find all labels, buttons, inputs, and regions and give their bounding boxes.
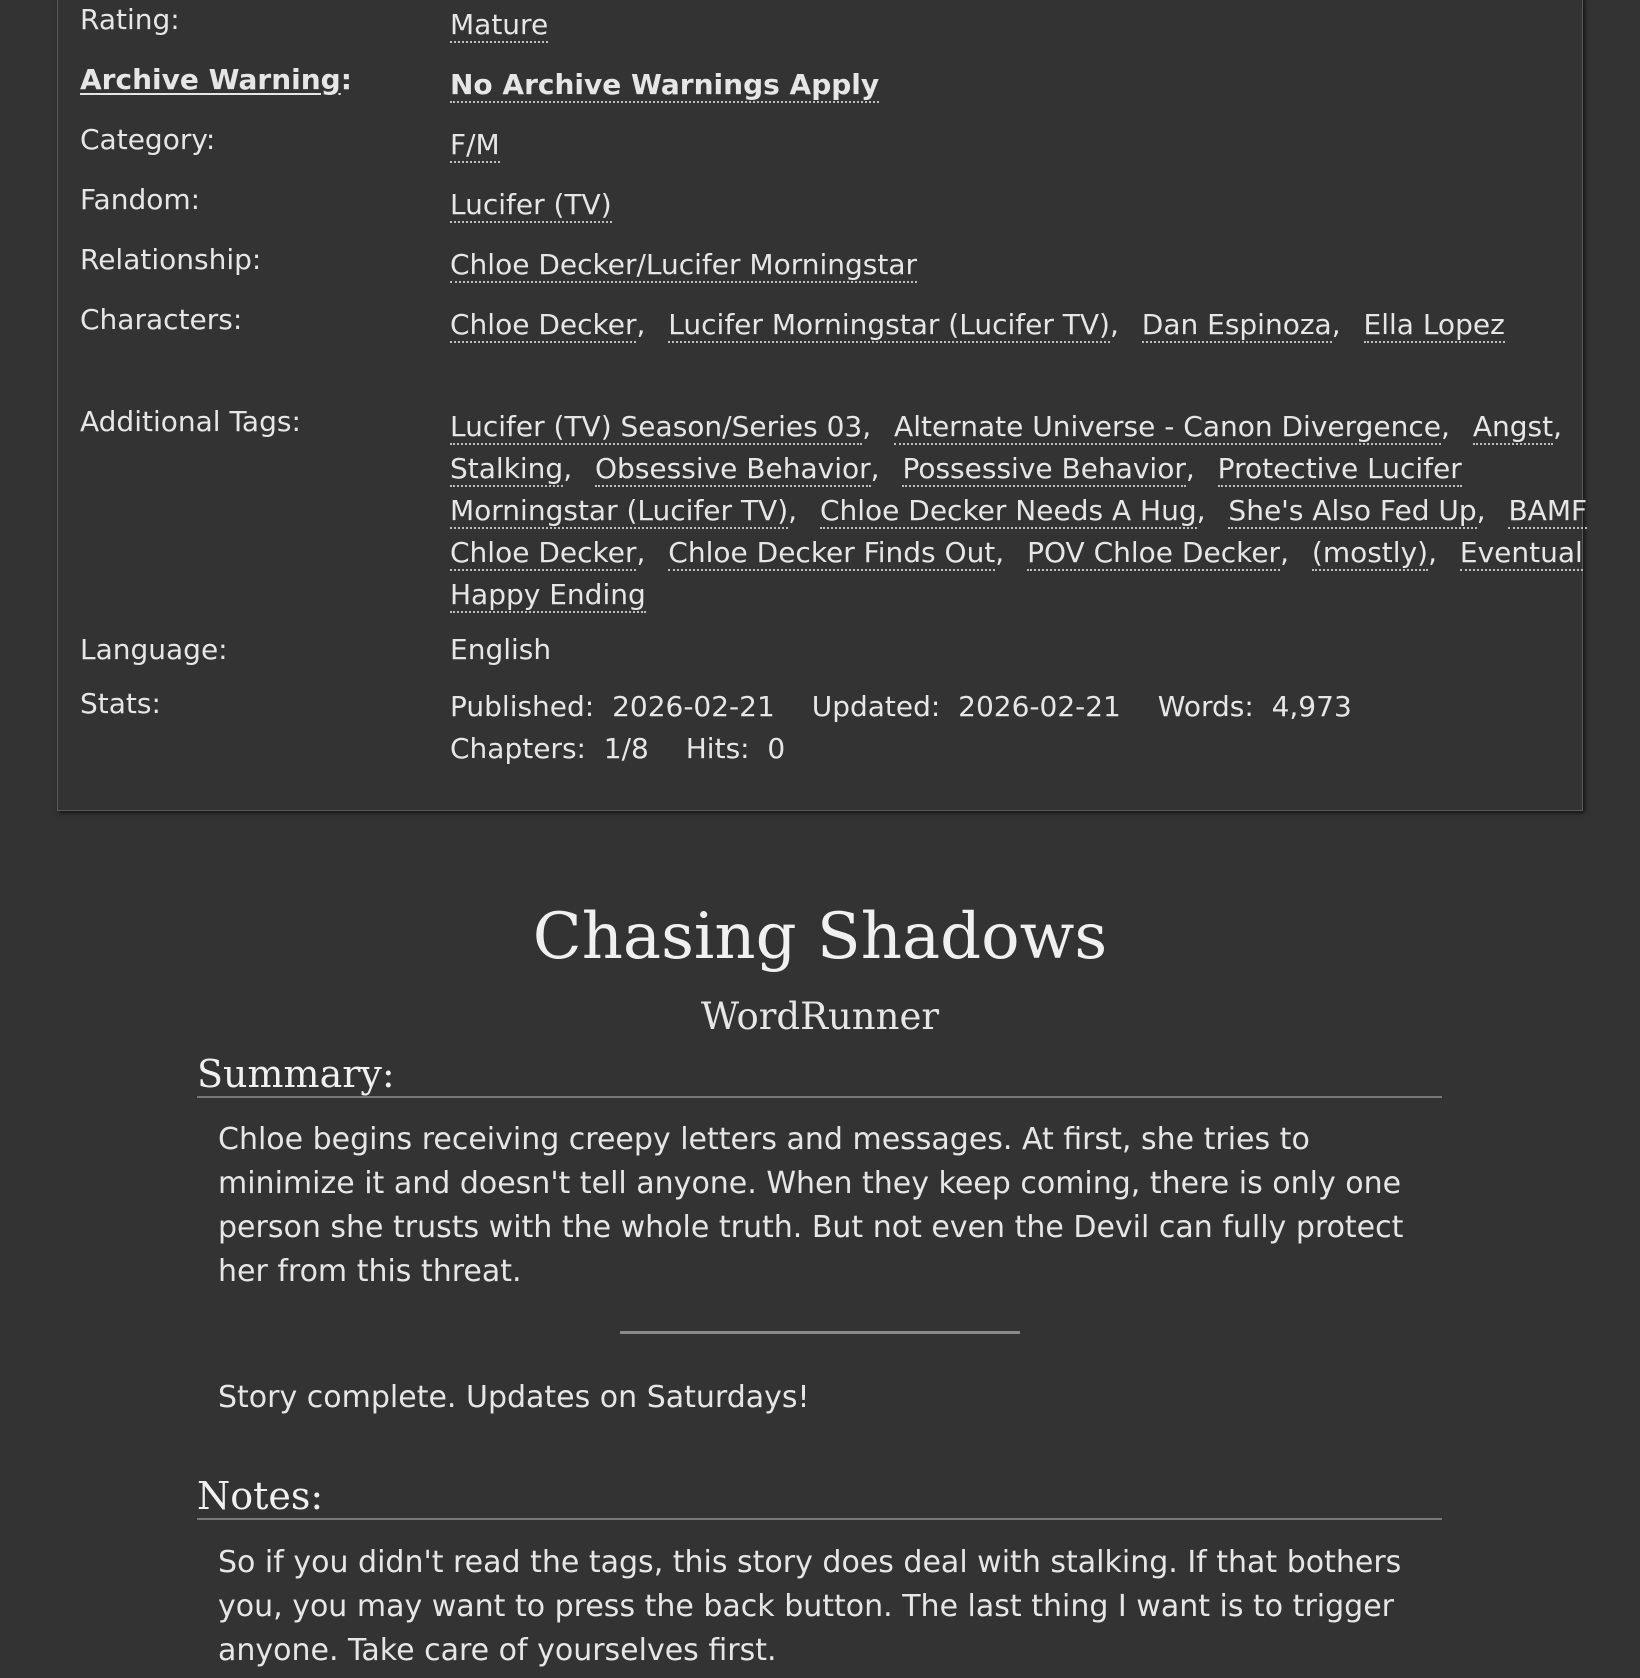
- freeform-tag[interactable]: Stalking: [450, 452, 564, 485]
- freeform-tag[interactable]: BAMF Chloe Decker: [450, 494, 1588, 569]
- freeform-tag[interactable]: She's Also Fed Up: [1228, 494, 1477, 527]
- notes-text: So if you didn't read the tags, this story does deal with stalking. If that bothers you, you may want to press the back button. The last thing I want is to trigger anyone. Take care of yourselves first.: [218, 1545, 1402, 1668]
- characters-list: Chloe Decker, Lucifer Morningstar (Lucifer TV), Dan Espinoza, Ella Lopez: [450, 308, 1505, 341]
- warning-label[interactable]: Archive Warning: [80, 63, 341, 96]
- character-tag[interactable]: Dan Espinoza: [1141, 308, 1332, 341]
- freeform-tag[interactable]: Chloe Decker Needs A Hug: [819, 494, 1197, 527]
- language-label: Language:: [80, 633, 228, 666]
- updated-label: Updated:: [811, 690, 941, 723]
- published-label: Published:: [450, 690, 595, 723]
- notes-heading: Notes:: [197, 1474, 1442, 1520]
- warning-label-wrap: [80, 64, 420, 96]
- chapters-value: 1/8: [603, 732, 649, 765]
- language-value: English: [450, 633, 552, 666]
- words-value: 4,973: [1271, 690, 1352, 723]
- work-title: Chasing Shadows: [532, 900, 1108, 974]
- words-label: Words:: [1157, 690, 1254, 723]
- relationship-tag[interactable]: Chloe Decker/Lucifer Morningstar: [450, 248, 918, 281]
- category-label: Category:: [80, 123, 216, 156]
- character-tag[interactable]: Lucifer Morningstar (Lucifer TV): [668, 308, 1110, 341]
- rating-label: Rating:: [80, 3, 180, 36]
- warning-colon: :: [340, 63, 352, 96]
- relationship-label: Relationship:: [80, 243, 262, 276]
- published-value: 2026-02-21: [612, 690, 775, 723]
- summary-text: Chloe begins receiving creepy letters and messages. At first, she tries to minimize it and doesn't tell anyone. When they keep coming, there is only one person she trusts with the whole truth. But not even the Devil can fully protect her from this threat.: [218, 1122, 1404, 1289]
- freeform-tag[interactable]: Alternate Universe - Canon Divergence: [894, 410, 1442, 443]
- tags-list: Lucifer (TV) Season/Series 03, Alternate Universe - Canon Divergence, Angst, Stalking, Obsessive Behavior, Possessive Behavior, Protective Lucifer Morningstar (Lucifer TV), Chloe Decker Needs A Hug, She's Also Fed Up, BAMF Chloe Decker, Chloe Decker Finds Out, POV Chloe Decker, (mostly), Eventual Happy Ending: [450, 410, 1588, 611]
- author-link[interactable]: WordRunner: [700, 995, 940, 1038]
- stats-label: Stats:: [80, 687, 161, 720]
- freeform-tag[interactable]: Protective Lucifer Morningstar (Lucifer TV): [450, 452, 1462, 527]
- summary-heading: Summary:: [197, 1052, 1442, 1098]
- character-tag[interactable]: Chloe Decker: [450, 308, 637, 341]
- freeform-tag[interactable]: Chloe Decker Finds Out: [668, 536, 996, 569]
- fandom-tag[interactable]: Lucifer (TV): [450, 188, 612, 221]
- byline: [0, 995, 1640, 1038]
- warning-tag[interactable]: No Archive Warnings Apply: [450, 68, 880, 101]
- tags-label: Additional Tags:: [80, 405, 301, 438]
- rating-tag[interactable]: Mature: [450, 8, 549, 41]
- freeform-tag[interactable]: Obsessive Behavior: [595, 452, 871, 485]
- summary-extra-text: Story complete. Updates on Saturdays!: [218, 1380, 810, 1415]
- character-tag[interactable]: Ella Lopez: [1363, 308, 1505, 341]
- chapters-label: Chapters:: [450, 732, 586, 765]
- freeform-tag[interactable]: Lucifer (TV) Season/Series 03: [450, 410, 863, 443]
- updated-value: 2026-02-21: [958, 690, 1121, 723]
- summary-divider: [620, 1331, 1020, 1334]
- freeform-tag[interactable]: Possessive Behavior: [902, 452, 1186, 485]
- characters-label: Characters:: [80, 303, 243, 336]
- hits-label: Hits:: [685, 732, 750, 765]
- stats-values: [450, 686, 1610, 770]
- freeform-tag[interactable]: (mostly): [1311, 536, 1429, 569]
- category-tag[interactable]: F/M: [450, 128, 500, 161]
- hits-value: 0: [767, 732, 786, 765]
- fandom-label: Fandom:: [80, 183, 201, 216]
- freeform-tag[interactable]: POV Chloe Decker: [1027, 536, 1281, 569]
- freeform-tag[interactable]: Angst: [1472, 410, 1554, 443]
- freeform-tag[interactable]: Eventual Happy Ending: [450, 536, 1583, 611]
